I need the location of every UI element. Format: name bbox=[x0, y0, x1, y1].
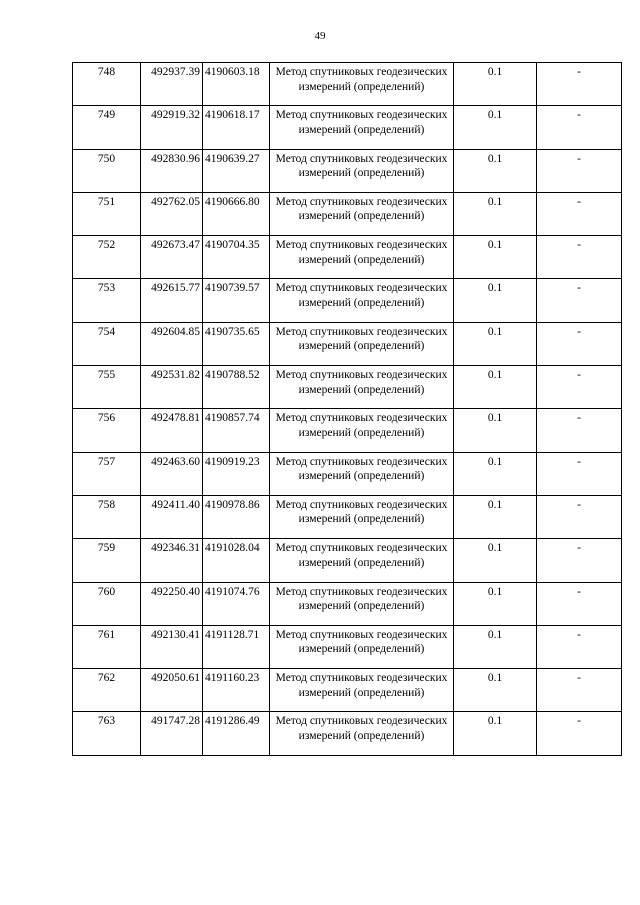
x-coordinate-cell: 492346.31 bbox=[141, 539, 203, 582]
method-cell: Метод спутниковых геодезических измерений (определений) bbox=[270, 712, 454, 755]
note-cell: - bbox=[537, 236, 622, 279]
accuracy-cell: 0.1 bbox=[454, 236, 537, 279]
method-cell: Метод спутниковых геодезических измерений (определений) bbox=[270, 625, 454, 668]
y-coordinate-cell: 4191128.71 bbox=[203, 625, 270, 668]
accuracy-cell: 0.1 bbox=[454, 669, 537, 712]
y-coordinate-cell: 4190666.80 bbox=[203, 192, 270, 235]
method-cell: Метод спутниковых геодезических измерений (определений) bbox=[270, 63, 454, 106]
method-cell: Метод спутниковых геодезических измерений (определений) bbox=[270, 539, 454, 582]
accuracy-cell: 0.1 bbox=[454, 452, 537, 495]
point-number-cell: 752 bbox=[73, 236, 141, 279]
method-cell: Метод спутниковых геодезических измерений (определений) bbox=[270, 106, 454, 149]
point-number-cell: 755 bbox=[73, 366, 141, 409]
point-number-cell: 750 bbox=[73, 149, 141, 192]
y-coordinate-cell: 4190919.23 bbox=[203, 452, 270, 495]
note-cell: - bbox=[537, 149, 622, 192]
accuracy-cell: 0.1 bbox=[454, 625, 537, 668]
y-coordinate-cell: 4191074.76 bbox=[203, 582, 270, 625]
accuracy-cell: 0.1 bbox=[454, 539, 537, 582]
point-number-cell: 761 bbox=[73, 625, 141, 668]
accuracy-cell: 0.1 bbox=[454, 192, 537, 235]
x-coordinate-cell: 492463.60 bbox=[141, 452, 203, 495]
note-cell: - bbox=[537, 366, 622, 409]
y-coordinate-cell: 4190978.86 bbox=[203, 495, 270, 538]
y-coordinate-cell: 4190618.17 bbox=[203, 106, 270, 149]
point-number-cell: 753 bbox=[73, 279, 141, 322]
x-coordinate-cell: 492250.40 bbox=[141, 582, 203, 625]
point-number-cell: 763 bbox=[73, 712, 141, 755]
x-coordinate-cell: 492531.82 bbox=[141, 366, 203, 409]
x-coordinate-cell: 492604.85 bbox=[141, 322, 203, 365]
x-coordinate-cell: 492919.32 bbox=[141, 106, 203, 149]
note-cell: - bbox=[537, 279, 622, 322]
note-cell: - bbox=[537, 712, 622, 755]
point-number-cell: 748 bbox=[73, 63, 141, 106]
note-cell: - bbox=[537, 669, 622, 712]
accuracy-cell: 0.1 bbox=[454, 149, 537, 192]
note-cell: - bbox=[537, 625, 622, 668]
table-row bbox=[73, 149, 622, 192]
point-number-cell: 758 bbox=[73, 495, 141, 538]
method-cell: Метод спутниковых геодезических измерений (определений) bbox=[270, 495, 454, 538]
y-coordinate-cell: 4190735.65 bbox=[203, 322, 270, 365]
note-cell: - bbox=[537, 322, 622, 365]
coordinates-table-body bbox=[73, 63, 622, 756]
method-cell: Метод спутниковых геодезических измерений (определений) bbox=[270, 582, 454, 625]
table-row bbox=[73, 192, 622, 235]
accuracy-cell: 0.1 bbox=[454, 322, 537, 365]
method-cell: Метод спутниковых геодезических измерений (определений) bbox=[270, 279, 454, 322]
table-row bbox=[73, 236, 622, 279]
accuracy-cell: 0.1 bbox=[454, 712, 537, 755]
accuracy-cell: 0.1 bbox=[454, 409, 537, 452]
note-cell: - bbox=[537, 495, 622, 538]
table-row bbox=[73, 625, 622, 668]
point-number-cell: 754 bbox=[73, 322, 141, 365]
accuracy-cell: 0.1 bbox=[454, 63, 537, 106]
y-coordinate-cell: 4190739.57 bbox=[203, 279, 270, 322]
table-row bbox=[73, 582, 622, 625]
y-coordinate-cell: 4190639.27 bbox=[203, 149, 270, 192]
note-cell: - bbox=[537, 63, 622, 106]
table-row bbox=[73, 539, 622, 582]
method-cell: Метод спутниковых геодезических измерений (определений) bbox=[270, 669, 454, 712]
method-cell: Метод спутниковых геодезических измерений (определений) bbox=[270, 409, 454, 452]
table-row bbox=[73, 409, 622, 452]
y-coordinate-cell: 4191286.49 bbox=[203, 712, 270, 755]
y-coordinate-cell: 4190603.18 bbox=[203, 63, 270, 106]
page-number: 49 bbox=[314, 30, 326, 42]
point-number-cell: 756 bbox=[73, 409, 141, 452]
accuracy-cell: 0.1 bbox=[454, 582, 537, 625]
coordinates-table bbox=[72, 62, 622, 756]
x-coordinate-cell: 491747.28 bbox=[141, 712, 203, 755]
table-row bbox=[73, 495, 622, 538]
point-number-cell: 749 bbox=[73, 106, 141, 149]
point-number-cell: 751 bbox=[73, 192, 141, 235]
method-cell: Метод спутниковых геодезических измерений (определений) bbox=[270, 452, 454, 495]
y-coordinate-cell: 4191160.23 bbox=[203, 669, 270, 712]
x-coordinate-cell: 492050.61 bbox=[141, 669, 203, 712]
x-coordinate-cell: 492937.39 bbox=[141, 63, 203, 106]
note-cell: - bbox=[537, 192, 622, 235]
x-coordinate-cell: 492615.77 bbox=[141, 279, 203, 322]
note-cell: - bbox=[537, 539, 622, 582]
table-row bbox=[73, 279, 622, 322]
y-coordinate-cell: 4191028.04 bbox=[203, 539, 270, 582]
point-number-cell: 762 bbox=[73, 669, 141, 712]
method-cell: Метод спутниковых геодезических измерений (определений) bbox=[270, 366, 454, 409]
accuracy-cell: 0.1 bbox=[454, 366, 537, 409]
point-number-cell: 760 bbox=[73, 582, 141, 625]
x-coordinate-cell: 492478.81 bbox=[141, 409, 203, 452]
x-coordinate-cell: 492411.40 bbox=[141, 495, 203, 538]
note-cell: - bbox=[537, 452, 622, 495]
note-cell: - bbox=[537, 582, 622, 625]
table-row bbox=[73, 63, 622, 106]
table-row bbox=[73, 322, 622, 365]
table-row bbox=[73, 106, 622, 149]
accuracy-cell: 0.1 bbox=[454, 495, 537, 538]
table-row bbox=[73, 452, 622, 495]
x-coordinate-cell: 492130.41 bbox=[141, 625, 203, 668]
point-number-cell: 757 bbox=[73, 452, 141, 495]
y-coordinate-cell: 4190857.74 bbox=[203, 409, 270, 452]
method-cell: Метод спутниковых геодезических измерений (определений) bbox=[270, 236, 454, 279]
y-coordinate-cell: 4190704.35 bbox=[203, 236, 270, 279]
method-cell: Метод спутниковых геодезических измерений (определений) bbox=[270, 192, 454, 235]
accuracy-cell: 0.1 bbox=[454, 106, 537, 149]
note-cell: - bbox=[537, 106, 622, 149]
x-coordinate-cell: 492830.96 bbox=[141, 149, 203, 192]
y-coordinate-cell: 4190788.52 bbox=[203, 366, 270, 409]
accuracy-cell: 0.1 bbox=[454, 279, 537, 322]
point-number-cell: 759 bbox=[73, 539, 141, 582]
x-coordinate-cell: 492762.05 bbox=[141, 192, 203, 235]
table-row bbox=[73, 712, 622, 755]
table-row bbox=[73, 366, 622, 409]
x-coordinate-cell: 492673.47 bbox=[141, 236, 203, 279]
table-row bbox=[73, 669, 622, 712]
note-cell: - bbox=[537, 409, 622, 452]
method-cell: Метод спутниковых геодезических измерений (определений) bbox=[270, 322, 454, 365]
method-cell: Метод спутниковых геодезических измерений (определений) bbox=[270, 149, 454, 192]
